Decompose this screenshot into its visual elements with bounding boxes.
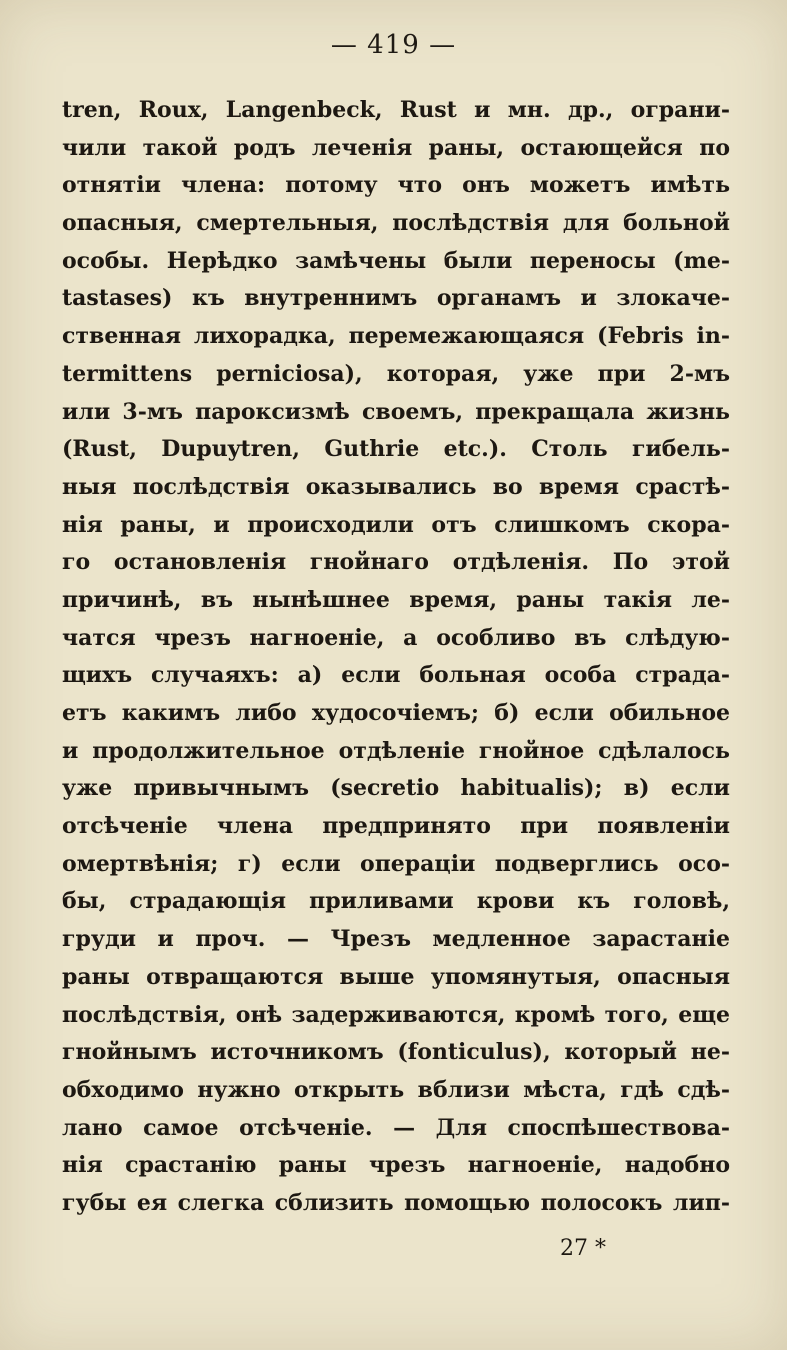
text-line: губы ея слегка сблизить помощью полосокъ лип- (62, 1189, 730, 1216)
text-line: омертвѣнія; г) если операціи подверглись осо- (62, 850, 730, 877)
body-text (62, 92, 730, 1223)
text-line: лано самое отсѣченіе. — Для споспѣшествова- (62, 1114, 730, 1141)
text-line: отсѣченіе члена предпринято при появленіи (62, 813, 730, 840)
text-line: ственная лихорадка, перемежающаяся (Febris in- (62, 323, 730, 350)
text-line: tastases) къ внутреннимъ органамъ и злокаче- (62, 285, 730, 312)
text-line: го остановленія гнойнаго отдѣленія. По этой (62, 549, 730, 576)
text-line: (Rust, Dupuytren, Guthrie etc.). Столь гибель- (62, 436, 730, 463)
text-line: бы, страдающія приливами крови къ головѣ, (62, 888, 730, 915)
text-line: чили такой родъ леченія раны, остающейся по (62, 134, 730, 161)
text-line: гнойнымъ источникомъ (fonticulus), который не- (62, 1039, 730, 1066)
text-line: особы. Нерѣдко замѣчены были переносы (me- (62, 247, 730, 274)
text-line: причинѣ, въ нынѣшнее время, раны такія ле- (62, 586, 730, 613)
page-number: — 419 — (330, 30, 457, 60)
text-line: ныя послѣдствія оказывались во время срастѣ- (62, 473, 730, 500)
text-line: етъ какимъ либо худосочіемъ; б) если обильное (62, 700, 730, 726)
text-line: нія срастанію раны чрезъ нагноеніе, надобно (62, 1152, 730, 1179)
text-line: щихъ случаяхъ: а) если больная особа страда- (62, 662, 730, 689)
text-line: раны отвращаются выше упомянутыя, опасныя (62, 963, 730, 990)
text-line: чатся чрезъ нагноеніе, а особливо въ слѣдую- (62, 624, 730, 651)
text-line: уже привычнымъ (secretio habitualis); в) если (62, 775, 730, 802)
signature-mark: 27 * (560, 1236, 606, 1261)
text-line: и продолжительное отдѣленіе гнойное сдѣлалось (62, 737, 730, 764)
text-line: груди и проч. — Чрезъ медленное зарастаніе (62, 926, 730, 953)
text-line: или 3-мъ пароксизмѣ своемъ, прекращала жизнь (62, 398, 730, 425)
text-line: послѣдствія, онѣ задерживаются, кромѣ того, еще (62, 1001, 730, 1028)
text-line: опасныя, смертельныя, послѣдствія для больной (62, 210, 730, 237)
text-line: отнятіи члена: потому что онъ можетъ имѣть (62, 172, 730, 199)
text-line: нія раны, и происходили отъ слишкомъ скора- (62, 511, 730, 538)
text-line: обходимо нужно открыть вблизи мѣста, гдѣ сдѣ- (62, 1076, 730, 1103)
text-line: termittens perniciosa), которая, уже при 2-мъ (62, 360, 730, 387)
text-line: tren, Roux, Langenbeck, Rust и мн. др., ограни- (62, 97, 730, 123)
